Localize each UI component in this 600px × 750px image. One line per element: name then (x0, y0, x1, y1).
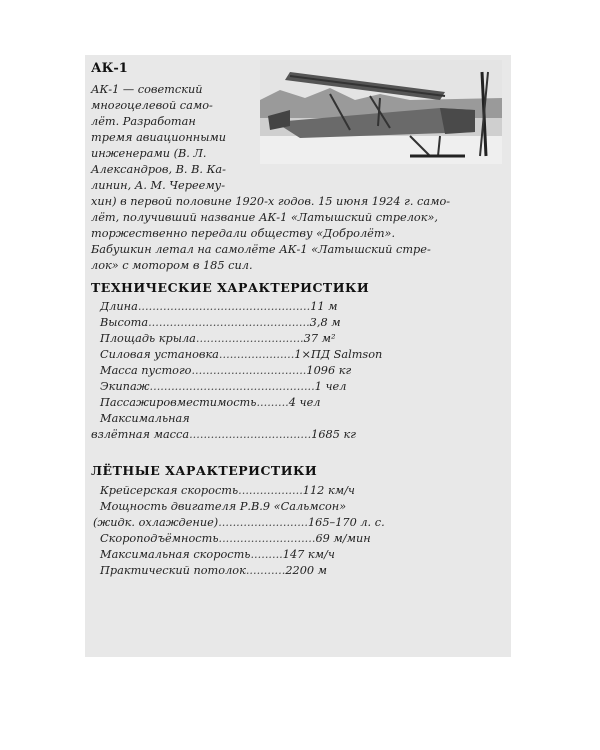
spec-label: Длина (100, 300, 138, 313)
aircraft-photo (260, 60, 502, 164)
spec-leader: ........... (245, 564, 286, 577)
spec-label: Крейсерская скорость (100, 484, 239, 497)
spec-label: Максимальная (100, 412, 190, 425)
spec-leader: ................................................ (137, 300, 311, 313)
spec-value: 4 чел (288, 396, 321, 409)
intro-line: Бабушкин летал на самолёте АК-1 «Латышский стре- (91, 243, 431, 256)
flight-section-title: ЛЁТНЫЕ ХАРАКТЕРИСТИКИ (91, 463, 318, 478)
spec-leader: ........................... (218, 532, 316, 545)
flight-row-engine-power (93, 515, 393, 531)
tech-row-max-label (100, 411, 400, 427)
spec-value: 2200 м (285, 564, 328, 577)
spec-leader: ..................... (218, 348, 295, 361)
spec-value: 1096 кг (306, 364, 352, 377)
intro-line: хин) в первой половине 1920-х годов. 15 июня 1924 г. само- (91, 195, 451, 208)
tech-row-wing-area (100, 331, 400, 347)
spec-label: Масса пустого (100, 364, 192, 377)
tech-row-empty-mass (100, 363, 400, 379)
spec-label: Скороподъёмность (100, 532, 219, 545)
spec-leader: ......... (256, 396, 289, 409)
flight-row-climb-rate (100, 531, 400, 547)
tech-row-powerplant (100, 347, 400, 363)
spec-label: взлётная масса (91, 428, 190, 441)
spec-label: Практический потолок (100, 564, 246, 577)
intro-line: АК-1 — советский (91, 83, 203, 96)
spec-label: Максимальная скорость (100, 548, 251, 561)
spec-label: Высота (100, 316, 149, 329)
intro-line: многоцелевой само- (91, 99, 213, 112)
spec-label: Силовая установка (100, 348, 219, 361)
intro-line: Александров, В. В. Ка- (91, 163, 226, 176)
spec-value: 1685 кг (311, 428, 356, 441)
intro-line: линин, А. М. Череему- (91, 179, 226, 192)
spec-leader: ................................ (191, 364, 307, 377)
tech-row-crew (100, 379, 400, 395)
intro-line: торжественно передали обществу «Добролёт». (91, 227, 396, 240)
intro-line: тремя авиационными (91, 131, 227, 144)
flight-row-ceiling (100, 563, 400, 579)
spec-value: 69 м/мин (315, 532, 371, 545)
flight-row-engine-power-label (100, 499, 400, 515)
flight-row-max-speed (100, 547, 400, 563)
spec-leader: ......... (250, 548, 283, 561)
tech-row-height (100, 315, 400, 331)
spec-value: 1×ПД Salmson (294, 348, 383, 361)
spec-leader: .................................. (189, 428, 312, 441)
spec-value: 112 км/ч (302, 484, 355, 497)
tech-row-takeoff-mass (91, 427, 391, 443)
spec-leader: .............................................. (149, 380, 315, 393)
flight-row-cruise-speed (100, 483, 400, 499)
spec-value: 11 м (310, 300, 338, 313)
spec-value: 147 км/ч (282, 548, 335, 561)
tech-row-passengers (100, 395, 400, 411)
spec-value: 3,8 м (309, 316, 341, 329)
tech-section-title: ТЕХНИЧЕСКИЕ ХАРАКТЕРИСТИКИ (91, 280, 370, 295)
spec-label: (жидк. охлаждение) (93, 516, 219, 529)
intro-line: лёт. Разработан (91, 115, 196, 128)
spec-value: 165–170 л. с. (308, 516, 385, 529)
intro-line: лок» с мотором в 185 сил. (91, 259, 253, 272)
spec-label: Экипаж (100, 380, 150, 393)
article-title: АК-1 (91, 61, 128, 76)
tech-row-length (100, 299, 400, 315)
spec-value: 37 м² (303, 332, 336, 345)
spec-leader: ............................................. (148, 316, 310, 329)
intro-line: инженерами (В. Л. (91, 147, 207, 160)
intro-line: лёт, получивший название АК-1 «Латышский стрелок», (91, 211, 438, 224)
spec-label: Мощность двигателя Р.В.9 «Сальмсон» (100, 500, 347, 513)
spec-leader: ......................... (218, 516, 308, 529)
spec-leader: .................. (238, 484, 303, 497)
spec-value: 1 чел (314, 380, 347, 393)
spec-label: Пассажировместимость (100, 396, 257, 409)
spec-leader: .............................. (195, 332, 304, 345)
spec-label: Площадь крыла (100, 332, 196, 345)
